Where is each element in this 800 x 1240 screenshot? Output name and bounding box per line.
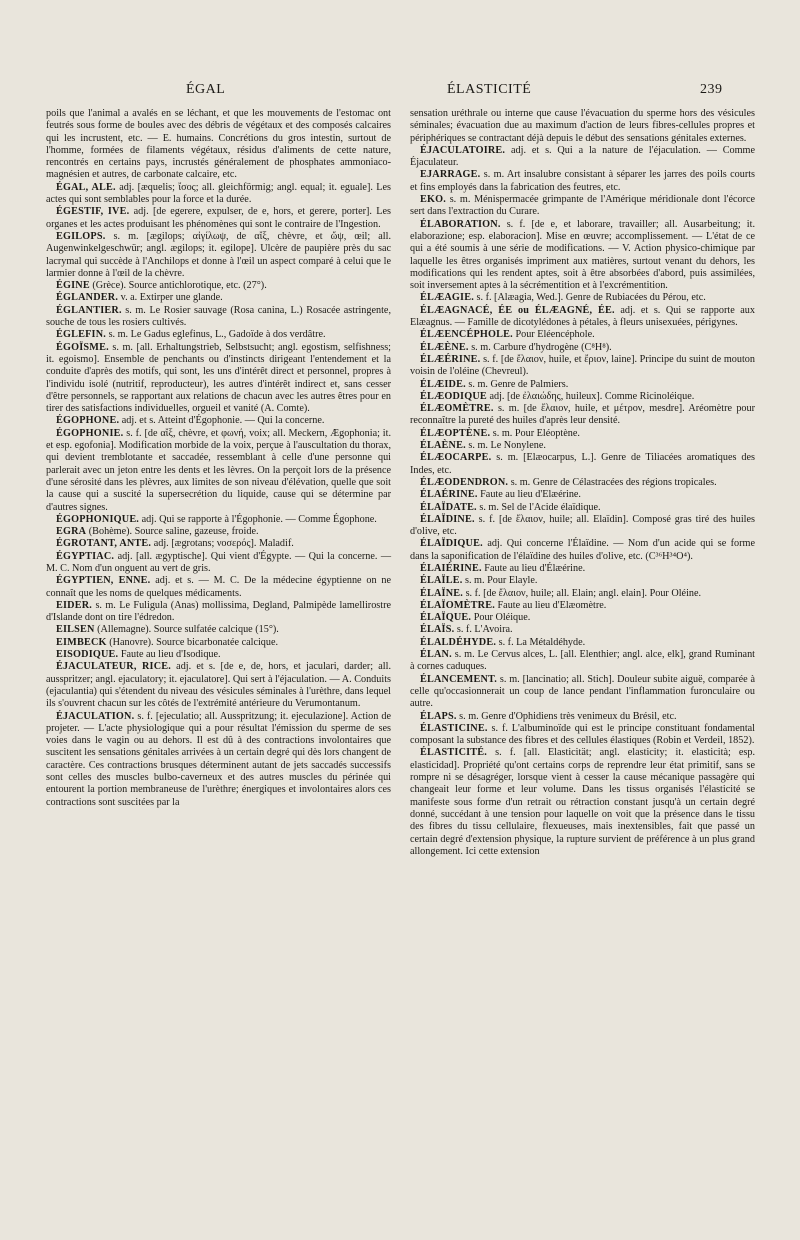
entry-headword: ÉLÆAGIE. [420, 292, 474, 304]
dictionary-entry [46, 624, 391, 636]
entry-headword: ÉLAÏNE. [420, 587, 464, 599]
entry-headword: ÉLAÈNE. [420, 440, 466, 452]
entry-headword: ÉGYPTIEN, ENNE. [56, 575, 151, 587]
entry-definition: adj. [ægrotans; νοσερός]. Maladif. [153, 538, 294, 550]
entry-headword: ÉLAÏOMÈTRE. [420, 599, 495, 611]
dictionary-entry [410, 292, 755, 304]
entry-definition: adj. [all. ægyptische]. Qui vient d'Égypte. — Qui la concerne. — M. C. Nom d'un onguent au vert de gris. [46, 550, 392, 574]
dictionary-entry [410, 575, 755, 587]
entry-headword: ÉLAÏDATE. [420, 501, 477, 513]
dictionary-entry [46, 428, 391, 514]
entry-headword: ÉLÆOCARPE. [420, 452, 492, 464]
entry-headword: ÉGLANTIER. [56, 304, 122, 316]
dictionary-entry [410, 391, 755, 403]
entry-definition: s. m. Carbure d'hydrogène (C⁸H⁸). [471, 341, 612, 353]
entry-definition: (Bohème). Source saline, gazeuse, froide. [88, 526, 259, 538]
entry-definition: adj. Qui concerne l'Élaïdine. — Nom d'un acide qui se forme dans la saponification de l'élaïdine des huiles d'olive, etc. (C³⁶H³⁴O⁴). [410, 538, 755, 562]
entry-headword: EIMBECK [56, 636, 107, 648]
entry-headword: ÉGLEFIN. [56, 329, 107, 341]
dictionary-entry [410, 649, 755, 674]
entry-definition: s. f. [Alæagia, Wed.]. Genre de Rubiacées du Pérou, etc. [476, 292, 706, 304]
dictionary-entry [46, 280, 391, 292]
dictionary-entry [410, 588, 755, 600]
entry-definition: s. m. Art insalubre consistant à séparer les jarres des poils courts et fins employés dans la fabrication des feutres, etc. [410, 169, 756, 193]
entry-headword: ÉGOPHONE. [56, 415, 120, 427]
entry-headword: ÉGOPHONIQUE. [56, 513, 140, 525]
entry-definition: (Hanovre). Source bicarbonatée calcique. [109, 636, 279, 648]
entry-headword: ÉLÆODIQUE [420, 390, 487, 402]
entry-headword: ÉLAÉRINE. [420, 489, 478, 501]
running-head [0, 82, 800, 102]
entry-definition: v. a. Extirper une glande. [120, 292, 223, 304]
entry-definition: poils que l'animal a avalés en se léchant, et que les mouvements de l'estomac ont feutrés sous forme de boules avec des débris de végétaux et des composés calcaires qui les incrustent, etc. — E. humains. Concrétions du gros intestin, surtout de l'homme, formées de filaments végétaux, résidus d'aliments de cette nature, rencontrés en certains pays, incrustés généralement de phosphates ammoniaco-magnésien et autres, de carbonate calcaire, etc. [46, 108, 391, 181]
entry-headword: EGRA [56, 526, 87, 538]
entry-definition: s. m. Le Cervus alces, L. [all. Elenthier; angl. alce, elk], grand Ruminant à cornes caduques. [410, 649, 755, 673]
entry-headword: ÉLÆÈNE. [420, 341, 469, 353]
entry-definition: adj. Qui se rapporte à l'Égophonie. — Comme Égophone. [141, 513, 377, 525]
entry-definition: s. m. [Elæocarpus, L.]. Genre de Tiliacées aromatiques des Indes, etc. [410, 452, 755, 476]
dictionary-entry [410, 342, 755, 354]
dictionary-entry [46, 292, 391, 304]
dictionary-entry [46, 538, 391, 550]
dictionary-entry [46, 305, 391, 330]
dictionary-entry [46, 526, 391, 538]
entry-definition: s. m. Sel de l'Acide élaïdique. [479, 501, 601, 513]
dictionary-entry [410, 219, 755, 293]
entry-definition: Faute au lieu d'Elæomètre. [497, 599, 607, 611]
dictionary-entry [410, 194, 755, 219]
dictionary-entry [410, 477, 755, 489]
entry-definition: s. m. [lancinatio; all. Stich]. Douleur subite aiguë, comparée à celle qu'occasionnerait un coup de lance pendant l'inflammation furonculaire ou autre. [410, 673, 755, 710]
dictionary-entry [410, 502, 755, 514]
dictionary-entry [46, 231, 391, 280]
entry-definition: s. f. [de ἔλαιον, huile; all. Elain; angl. elain]. Pour Oléine. [465, 587, 702, 599]
entry-headword: ÉLAÏS. [420, 624, 455, 636]
dictionary-entry [410, 514, 755, 539]
dictionary-entry [46, 342, 391, 416]
dictionary-entry [46, 637, 391, 649]
dictionary-entry [410, 108, 755, 145]
entry-headword: EKO. [420, 194, 446, 206]
entry-headword: ÉLAIÉRINE. [420, 562, 482, 574]
entry-headword: ÉLÆÉRINE. [420, 353, 481, 365]
entry-headword: ÉLAÏLE. [420, 575, 463, 587]
entry-definition: s. m. Genre de Célastracées des régions tropicales. [510, 476, 717, 488]
entry-headword: EGILOPS. [56, 230, 106, 242]
dictionary-entry [46, 661, 391, 710]
dictionary-entry [46, 600, 391, 625]
entry-definition: s. m. Le Gadus eglefinus, L., Gadoïde à dos verdâtre. [108, 329, 326, 341]
entry-headword: EISODIQUE. [56, 649, 119, 661]
dictionary-entry [410, 711, 755, 723]
entry-definition: s. f. [all. Elasticität; angl. elasticity; it. elasticità; esp. elasticidad]. Propriété qu'ont certains corps de reprendre leur état primitif, sans se rompre ni se désagréger, lorsque vient à cesser la cause mécanique passagère qui changeait leur forme et leur volume. Dans les tissus organisés l'élasticité se manifeste sous forme d'un retrait ou rétraction constant jusqu'à un certain degré donné, succédant à une tension pour laquelle on voit que la présence dans le tissu des fibres du tissu cellulaire, flexueuses, mais inextensibles, fait que passé un certain degré d'extension physique, la rupture survient de préférence à un plus grand allongement. Ici cette extension [410, 747, 756, 857]
entry-headword: ÉLANCEMENT. [420, 673, 498, 685]
dictionary-entry [410, 674, 755, 711]
entry-headword: ÉLAÏQUE. [420, 612, 472, 624]
dictionary-entry [410, 428, 755, 440]
dictionary-entry [410, 637, 755, 649]
entry-definition: s. f. [de ἔλαιον, huile, et ἔριον, laine]. Principe du suint de mouton voisin de l'oléine (Chevreul). [410, 353, 755, 378]
dictionary-entry [410, 600, 755, 612]
entry-headword: ÉGAL, ALE. [56, 181, 116, 193]
entry-headword: ÉJACULATEUR, RICE. [56, 661, 171, 673]
entry-definition: s. f. L'albuminoïde qui est le principe constituant fondamental composant la substance des fibres et des cellules élastiques (Robin et Verdeil, 1852). [410, 722, 756, 747]
entry-definition: s. m. [de ἔλαιον, huile, et μέτρον, mesdre]. Aréomètre pour reconnaître la pureté des huiles d'après leur densité. [410, 403, 755, 427]
entry-definition: s. m. Le Fuligula (Anas) mollissima, Degland, Palmipède lamellirostre d'Islande dont on tire l'édredon. [46, 599, 392, 624]
entry-definition: s. m. Le Rosier sauvage (Rosa canina, L.) Rosacée astringente, souche de tous les rosiers cultivés. [46, 304, 391, 329]
dictionary-entry [410, 379, 755, 391]
entry-definition: s. m. Genre d'Ophidiens très venimeux du Brésil, etc. [459, 710, 677, 722]
entry-definition: adj. et s. Qui a la nature de l'éjaculation. — Comme Éjaculateur. [410, 144, 755, 169]
dictionary-entry [46, 329, 391, 341]
dictionary-entry [410, 563, 755, 575]
entry-definition: Faute au lieu d'Isodique. [120, 649, 221, 661]
entry-headword: ÉLÆENCÉPHOLE. [420, 329, 513, 341]
entry-headword: ÉLÆODENDRON. [420, 476, 509, 488]
entry-definition: s. f. [de αἴξ, chèvre, et φωνή, voix; all. Meckern, Ægophonia; it. et esp. egofonia]. Modification morbide de la voix, perçue à l'auscultation du thorax, qui devient tremblotante et saccadée, ressemblant à celle d'une personne qui parlerait avec un jeton entre les dents et les lèvres. On la perçoit lors de la présence d'une sérosité dans les plèvres, aux limites de son niveau d'élévation, quelle que soit la cause qui a suscité la supersecrétion du liquide, cause qui se détermine par d'autres signes. [46, 427, 392, 513]
entry-headword: ÉLAN. [420, 649, 452, 661]
entry-definition: s. m. Pour Eléoptène. [492, 427, 580, 439]
entry-definition: s. f. L'Avoira. [456, 624, 513, 636]
entry-headword: ÉLAÏDIQUE. [420, 538, 483, 550]
page-number: 239 [700, 82, 723, 97]
dictionary-entry [46, 711, 391, 809]
entry-definition: adj. [de egerere, expulser, de e, hors, et gerere, porter]. Les organes et les actes produisant les phénomènes qui sont le contraire de l'Ingestion. [46, 206, 391, 230]
dictionary-entry [46, 415, 391, 427]
entry-headword: ÉLABORATION. [420, 218, 501, 230]
entry-definition: sensation uréthrale ou interne que cause l'évacuation du sperme hors des vésicules séminales; évacuation due au maximum d'action de leurs fibres-cellules propres et périphériques se contractant déjà depuis le début des sensations génitales externes. [410, 108, 755, 144]
dictionary-entry [410, 440, 755, 452]
dictionary-entry [410, 403, 755, 428]
dictionary-entry [46, 182, 391, 207]
entry-headword: EIDER. [56, 599, 93, 611]
entry-headword: ÉLASTICITÉ. [420, 747, 488, 759]
entry-headword: ÉLALDÉHYDE. [420, 636, 497, 648]
entry-definition: adj. et s. [de e, de, hors, et jaculari, darder; all. ausspritzer; angl. ejaculatory; it. ejaculatore]. Qui sert à l'éjaculation. — A. Conduits (ejaculantia) qui s'étendent du niveau des vésicules séminales à l'urèthre, dans lequel ils s'ouvrent chacun sur les côtés de l'extrémité antérieure du Verumontanum. [46, 661, 392, 710]
dictionary-entry [46, 206, 391, 231]
dictionary-entry [46, 575, 391, 600]
entry-headword: ÉLASTICINE. [420, 722, 488, 734]
entry-headword: ÉLAÏDINE. [420, 513, 475, 525]
entry-definition: s. f. [ejeculatio; all. Ausspritzung; it. ejeculazione]. Action de projeter. — L'acte physiologique qui a pour résultat l'émission du sperme de ses voies dans le vagin ou au dehors. Il est dû à des contractions involontaires que suscitent les sensations génitales arrivées à un certain degré qui dès lors changent de caractère. Ces contractions brusques déterminent autant de jets saccadés successifs sont celles des muscles bulbo-caverneux et des autres muscles du périnée qui entourent la portion membraneuse de l'urèthre; énergiques et involontaires alors ces contractions sont suscitées par la [46, 710, 391, 808]
dictionary-entry [46, 108, 391, 182]
entry-definition: adj. [æquelis; ἴσος; all. gleichförmig; angl. equal; it. eguale]. Les actes qui sont semblables pour la force et la durée. [46, 181, 392, 206]
dictionary-entry [410, 145, 755, 170]
entry-headword: ÉJACULATION. [56, 710, 135, 722]
entry-definition: Faute au lieu d'Elæérine. [480, 489, 581, 501]
dictionary-entry [46, 649, 391, 661]
entry-headword: ÉGROTANT, ANTE. [56, 538, 152, 550]
left-column [46, 108, 391, 809]
dictionary-entry [46, 514, 391, 526]
entry-definition: s. m. Le Nonylene. [468, 440, 546, 452]
entry-headword: ÉLÆIDE. [420, 378, 466, 390]
dictionary-entry [410, 354, 755, 379]
entry-definition: s. f. [de ἔλαιον, huile; all. Elaïdin]. Composé gras tiré des huiles d'olive, etc. [410, 513, 755, 538]
entry-definition: s. m. Ménispermacée grimpante de l'Amérique méridionale dont l'écorce sert dans l'extraction du Curare. [410, 194, 756, 218]
entry-headword: ÉGOÏSME. [56, 341, 109, 353]
entry-definition: s. f. La Métaldéhyde. [498, 636, 586, 648]
entry-definition: s. f. [de e, et laborare, travailler; all. Ausarbeitung; it. elaborazione; esp. elaboracion]. Mise en œuvre; accomplissement. — L'état de ce qui a été soumis à une série de modifications. — V. Action physico-chimique par laquelle les êtres organisés impriment aux matières, surtout venant du dehors, les modifications qui les rendent aptes, soit à être absorbées d'abord, puis assimilées, soit inversement aptes à la sécrémentition et à l'excrémentition. [410, 218, 756, 292]
entry-headword: ÉGESTIF, IVE. [56, 206, 130, 218]
entry-definition: adj. et s. Atteint d'Égophonie. — Qui la concerne. [121, 415, 325, 427]
dictionary-entry [410, 747, 755, 858]
dictionary-entry [410, 723, 755, 748]
entry-headword: ÉLÆOPTÈNE. [420, 427, 491, 439]
entry-definition: Pour Eléencéphole. [515, 329, 595, 341]
entry-definition: (Grèce). Source antichlorotique, etc. (27°). [92, 280, 267, 292]
entry-definition: (Allemagne). Source sulfatée calcique (15°). [97, 624, 279, 636]
entry-headword: ÉLÆOMÈTRE. [420, 403, 494, 415]
dictionary-entry [410, 624, 755, 636]
dictionary-entry [46, 551, 391, 576]
running-head-center: ÉLASTICITÉ [447, 82, 532, 97]
dictionary-entry [410, 538, 755, 563]
entry-definition: adj. [de ἐλαιώδης, huileux]. Comme Ricinoléique. [489, 390, 695, 402]
entry-definition: Pour Oléique. [473, 612, 531, 624]
entry-headword: ÉGYPTIAC. [56, 550, 115, 562]
entry-definition: Faute au lieu d'Élæérine. [484, 562, 586, 574]
running-head-left: ÉGAL [186, 82, 226, 97]
entry-definition: adj. et s. Qui se rapporte aux Elæagnus. — Famille de dicotylédones à pétales, à fleurs unisexuées, périgynes. [410, 304, 755, 329]
right-column [410, 108, 755, 858]
entry-definition: s. m. [ægilops; αἰγίλωψ, de αἴξ, chèvre, et ὤψ, œil; all. Augenwinkelgeschwür; angl. ægilops; it. egilope]. Ulcère de paupière près du sac lacrymal qui succède à l'Anchilops et donne à l'œil un aspect comparé à celui que le larmier donne à l'œil de la chèvre. [46, 230, 392, 279]
entry-definition: s. m. [all. Erhaltungstrieb, Selbstsucht; angl. egostism, selfishness; it. egoismo]. Ensemble de penchants ou d'instincts dirigeant l'entendement et la conduite d'après des motifs, qui sont, les uns d'intérêt direct et personnel, propres à l'individu isolé (nutritif, reproducteur), les autres d'intérêt indirect et, sans cesser d'être personnels, se rapportant aux relations de chacun avec les autres êtres pour en tirer des satisfactions individuelles, orgueil et vanité (A. Comte). [46, 341, 391, 415]
entry-headword: EILSEN [56, 624, 95, 636]
entry-definition: s. m. Pour Elayle. [465, 575, 538, 587]
dictionary-entry [410, 489, 755, 501]
dictionary-entry [410, 452, 755, 477]
entry-headword: ÉGINE [56, 280, 90, 292]
dictionary-entry [410, 612, 755, 624]
entry-headword: ÉGOPHONIE. [56, 427, 124, 439]
entry-headword: ÉLAPS. [420, 710, 457, 722]
entry-headword: ÉGLANDER. [56, 292, 119, 304]
dictionary-entry [410, 305, 755, 330]
dictionary-entry [410, 329, 755, 341]
entry-definition: s. m. Genre de Palmiers. [468, 378, 569, 390]
dictionary-entry [410, 169, 755, 194]
entry-headword: ÉJACULATOIRE. [420, 144, 506, 156]
entry-headword: ÉLÆAGNACÉ, ÉE ou ÉLÆAGNÉ, ÉE. [420, 304, 615, 316]
entry-headword: EJARRAGE. [420, 169, 481, 181]
entry-definition: adj. et s. — M. C. De la médecine égyptienne on ne connaît que les noms de quelques médicaments. [46, 575, 392, 599]
